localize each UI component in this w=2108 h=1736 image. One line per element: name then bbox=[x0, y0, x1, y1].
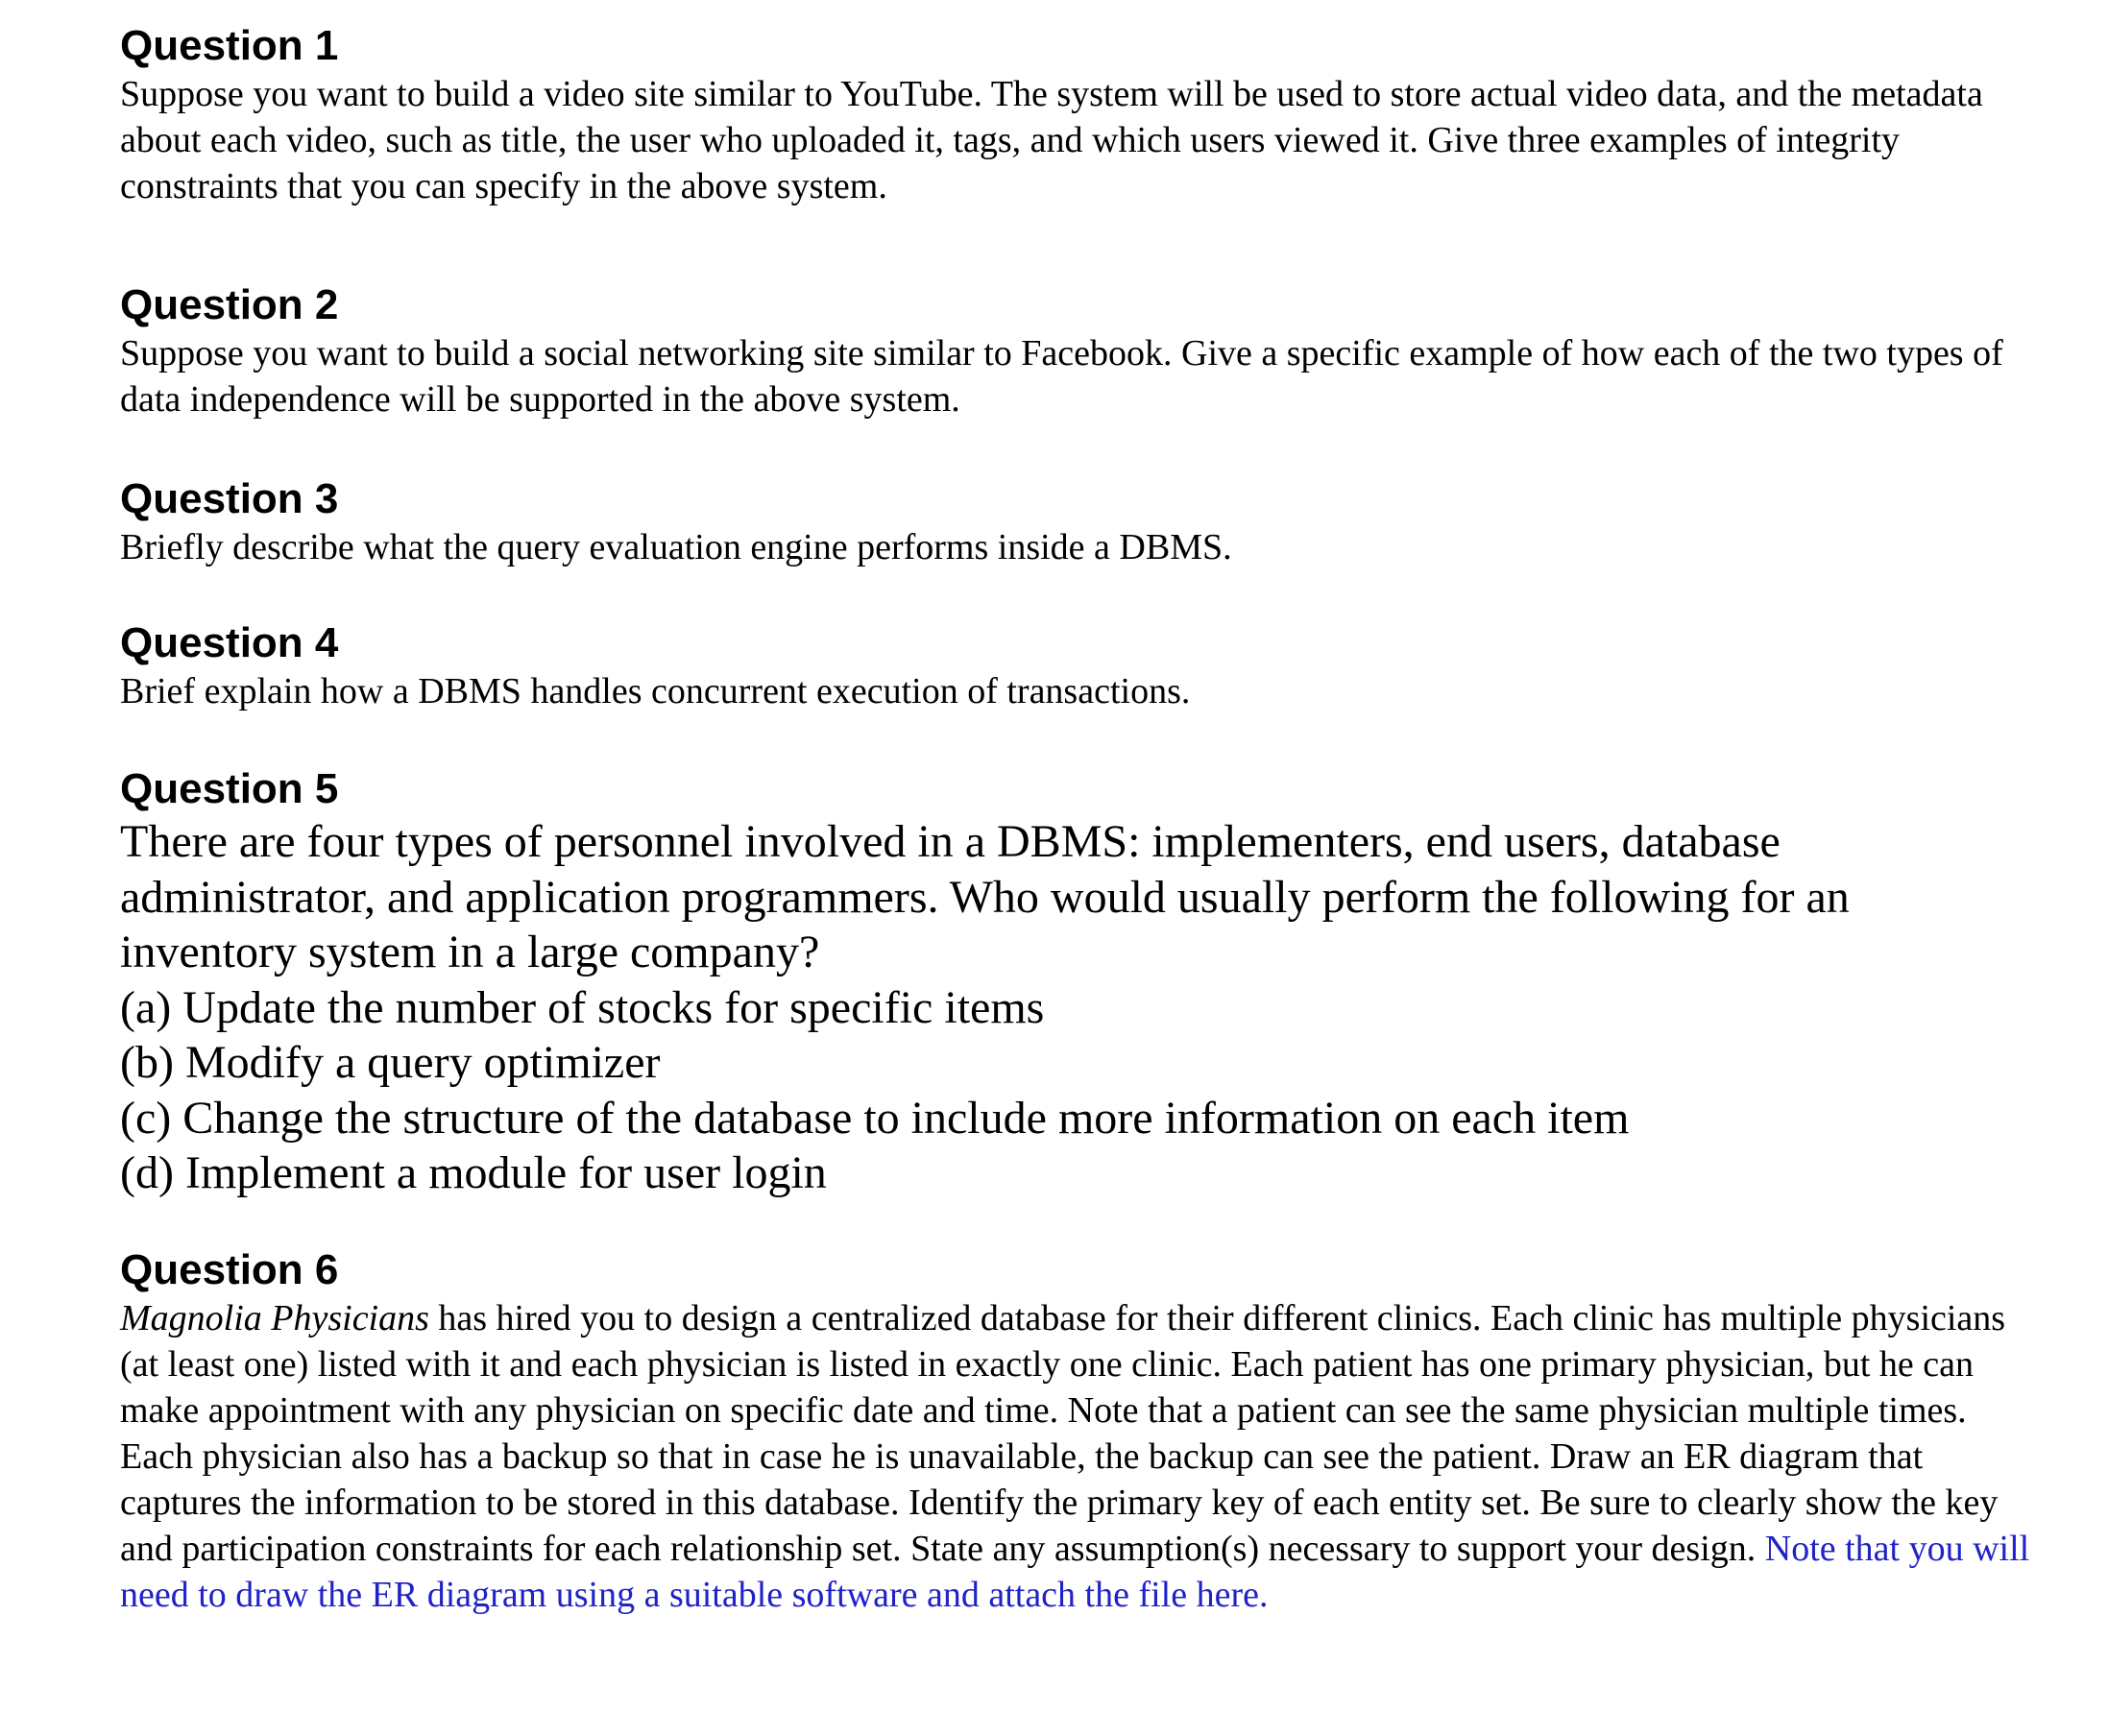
question-5-title: Question 5 bbox=[120, 765, 339, 812]
question-1 bbox=[120, 21, 2031, 209]
question-5-option-d: (d) Implement a module for user login bbox=[120, 1147, 827, 1198]
question-5-content bbox=[120, 814, 2031, 1201]
question-4 bbox=[120, 618, 2031, 714]
question-5-option-c: (c) Change the structure of the database to include more information on each item bbox=[120, 1092, 1630, 1144]
question-6-title: Question 6 bbox=[120, 1245, 339, 1293]
question-5 bbox=[120, 764, 2031, 1201]
question-5-option-a: (a) Update the number of stocks for specific items bbox=[120, 981, 1045, 1033]
question-6-body-paragraph bbox=[120, 1295, 2031, 1618]
question-5-body: There are four types of personnel involved in a DBMS: implementers, end users, database administrator, and application programmers. Who would usually perform the following for an inventory system in a large company? bbox=[120, 816, 1850, 977]
question-3-body: Briefly describe what the query evaluation engine performs inside a DBMS. bbox=[120, 527, 1232, 567]
question-3-title: Question 3 bbox=[120, 475, 339, 522]
question-2-body: Suppose you want to build a social networking site similar to Facebook. Give a specific example of how each of the two types of data independence will be supported in the above system. bbox=[120, 333, 2003, 420]
question-4-title: Question 4 bbox=[120, 619, 339, 666]
question-6 bbox=[120, 1245, 2031, 1618]
question-5-option-b: (b) Modify a query optimizer bbox=[120, 1037, 661, 1088]
question-2-title: Question 2 bbox=[120, 281, 339, 328]
question-4-body: Brief explain how a DBMS handles concurrent execution of transactions. bbox=[120, 671, 1191, 711]
question-2 bbox=[120, 280, 2031, 422]
question-1-title: Question 1 bbox=[120, 22, 339, 69]
document-page bbox=[120, 21, 2031, 1618]
question-6-note: Note that you will need to draw the ER diagram using a suitable software and attach the file here. bbox=[120, 1528, 2030, 1615]
question-6-body: has hired you to design a centralized database for their different clinics. Each clinic has multiple physicians (at least one) listed with it and each physician is listed in exactly one clinic. Each patient has one primary physician, but he can make appointment with any physician on specific date and time. Note that a patient can see the same physician multiple times. Each physician also has a backup so that in case he is unavailable, the backup can see the patient. Draw an ER diagram that captures the information to be stored in this database. Identify the primary key of each entity set. Be sure to clearly show the key and participation constraints for each relationship set. State any assumption(s) necessary to support your design. bbox=[120, 1297, 2006, 1569]
company-name: Magnolia Physicians bbox=[120, 1297, 429, 1338]
question-1-body: Suppose you want to build a video site similar to YouTube. The system will be used to store actual video data, and the metadata about each video, such as title, the user who uploaded it, tags, and which users viewed it. Give three examples of integrity constraints that you can specify in the above system. bbox=[120, 74, 1983, 206]
question-3 bbox=[120, 474, 2031, 570]
